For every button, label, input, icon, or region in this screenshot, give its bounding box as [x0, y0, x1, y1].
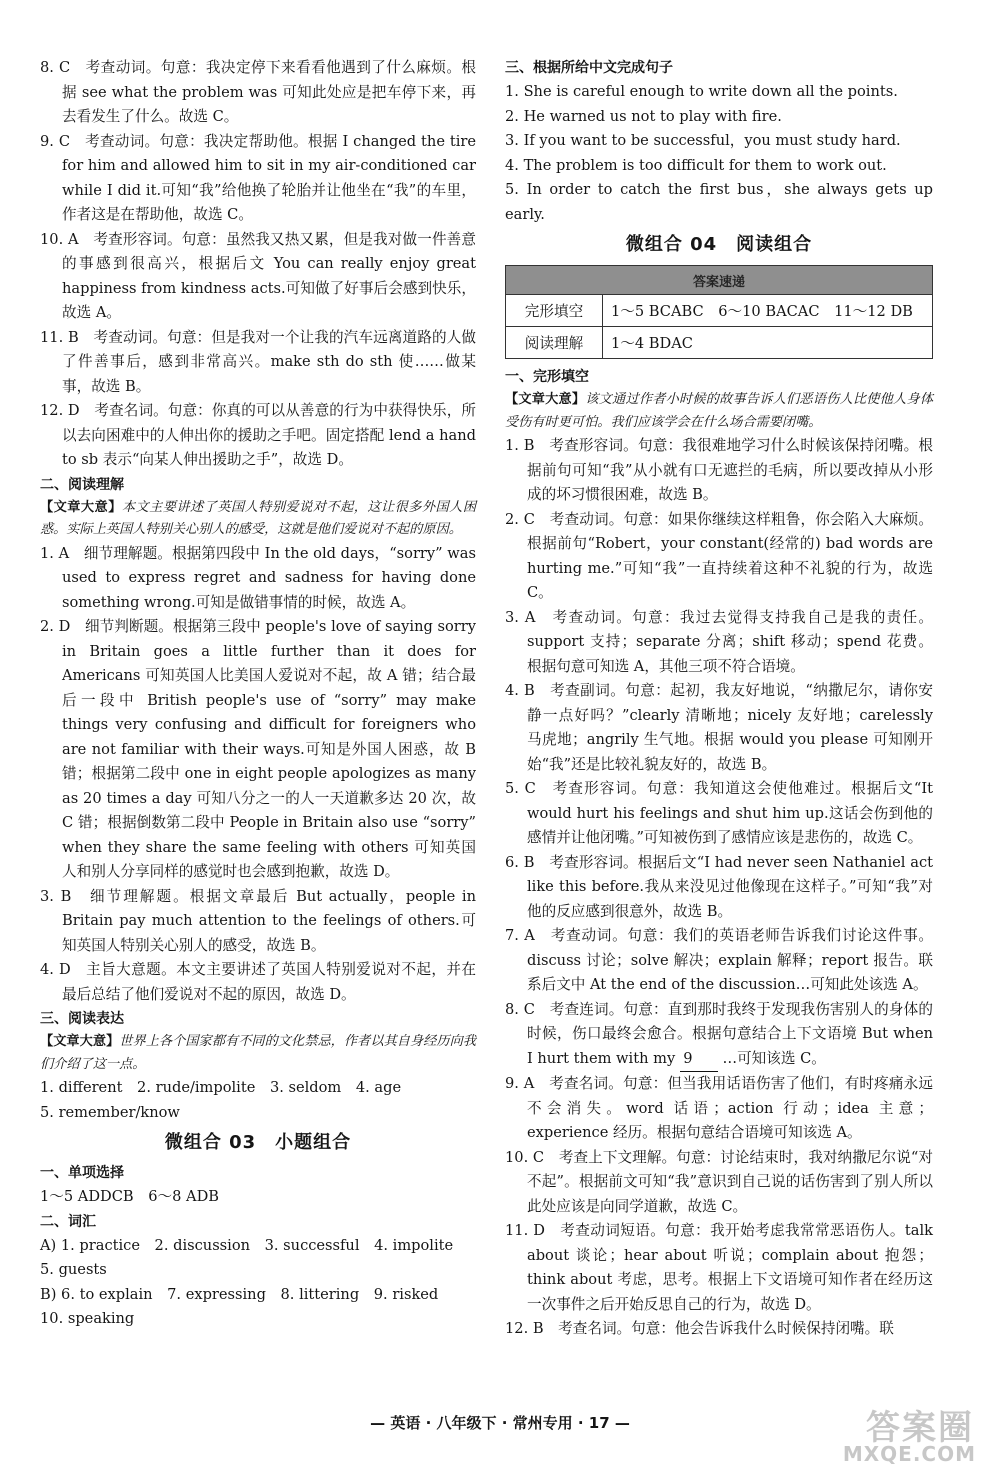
answer-table-header: 答案速递: [506, 266, 933, 295]
answer-table: [505, 265, 933, 359]
answer-table-value-reading: 1～4 BDAC: [603, 327, 933, 359]
summary-text: 本文主要讲述了英国人特别爱说对不起，这让很多外国人困惑。实际上英国人特别关心别人的感受，这就是他们爱说对不起的原因。: [40, 499, 477, 537]
answer-table-label-reading: 阅读理解: [506, 327, 603, 359]
single-choice-answers: 1～5 ADDCB 6～8 ADB: [40, 1188, 219, 1205]
reading-item-2: 2. D 细节判断题。根据第三段中 people's love of saying sorry in Britain goes a little further than it does for Americans 可知英国人比美国人爱说对不起，故 A 错；结合最后一段中 British people's use of “sorry” may make things very confusing and difficult for foreigners who are not familiar with their ways.可知是外国人困惑，故 B 错；根据第二段中 one in eight people apologizes as many as 20 times a day 可知八分之一的人一天道歉多达 20 次，故 C 错；根据倒数第二段中 People in Britain also use “sorry” when they share the same feeling with others 可知英国人和别人分享同样的感觉时也会感到抱歉，故选 D。: [40, 618, 476, 880]
cloze-item-7: 7. A 考查动词。句意：我们的英语老师告诉我们讨论这件事。discuss 讨论；solve 解决；explain 解释；report 报告。联系后文中 At the end of the discussion…可知此处该选 A。: [505, 927, 933, 993]
vocab-a-line-2: 5. guests: [40, 1261, 107, 1278]
watermark-logo: [832, 1400, 982, 1468]
cloze-item-10: 10. C 考查上下文理解。句意：讨论结束时，我对纳撒尼尔说“对不起”。根据前文可知“我”意识到自己说的话伤害到了别人所以此处应该是向同学道歉，故选 C。: [505, 1148, 933, 1215]
summary-label: 【文章大意】: [40, 1034, 120, 1049]
answer-item-8: 8. C 考查动词。句意：我决定停下来看看他遇到了什么麻烦。根据 see what the problem was 可知此处应是把车停下来，再去看发生了什么。故选 C。: [40, 59, 476, 125]
cloze-item-12: 12. B 考查名词。句意：他会告诉我什么时候保持闭嘴。联: [505, 1320, 894, 1337]
summary-reading: [40, 497, 476, 542]
cloze-item-5: 5. C 考查形容词。句意：我知道这会使他难过。根据后文“It would hurt his feelings and shut him up.这话会伤到他的感情并让他闭嘴。”可知被伤到了感情应该是悲伤的，故选 C。: [505, 780, 933, 846]
section-heading-translation: 三、根据所给中文完成句子: [505, 60, 673, 76]
reading-item-4: 4. D 主旨大意题。本文主要讲述了英国人特别爱说对不起，并在最后总结了他们爱说对不起的原因，故选 D。: [40, 961, 476, 1003]
summary-cloze: [505, 389, 933, 434]
group-04-title: 微组合 04 阅读组合: [625, 234, 813, 255]
vocab-b-line-2: 10. speaking: [40, 1310, 135, 1327]
answer-table-label-cloze: 完形填空: [506, 295, 603, 327]
summary-label: 【文章大意】: [505, 392, 586, 407]
vocab-a-line-1: A) 1. practice 2. discussion 3. successful 4. impolite: [40, 1236, 454, 1254]
section-heading-reading-expression: 三、阅读表达: [40, 1011, 124, 1027]
cloze-item-11: 11. D 考查动词短语。句意：我开始考虑我常常恶语伤人。talk about 谈论；hear about 听说；complain about 抱怨；think about 考虑，思考。根据上下文语境可知作者在经历这一次事件之后开始反思自己的行为，故选 D。: [505, 1222, 933, 1313]
sentence-1: 1. She is careful enough to write down all the points.: [505, 83, 898, 100]
section-heading-single-choice: 一、单项选择: [40, 1165, 124, 1181]
reading-item-3: 3. B 细节理解题。根据文章最后 But actually，people in Britain pay much attention to the feelings of others.可知英国人特别关心别人的感受，故选 B。: [40, 887, 476, 954]
sentence-2: 2. He warned us not to play with fire.: [505, 107, 782, 125]
sentence-4: 4. The problem is too difficult for them to work out.: [505, 156, 887, 174]
reading-item-1: 1. A 细节理解题。根据第四段中 In the old days，“sorry” was used to express regret and sadness for having done something wrong.可知是做错事情的时候，故选 A。: [40, 544, 476, 611]
cloze-item-8-tail: …可知该选 C。: [717, 1049, 826, 1067]
sentence-5: 5. In order to catch the first bus，she always gets up early.: [505, 181, 933, 223]
answer-item-11: 11. B 考查动词。句意：但是我对一个让我的汽车远离道路的人做了件善事后，感到非常高兴。make sth do sth 使……做某事，故选 B。: [40, 328, 476, 395]
watermark-url: MXQE.COM: [842, 1442, 976, 1466]
summary-text: 该文通过作者小时候的故事告诉人们恶语伤人比使他人身体受伤有时更可怕。我们应该学会在什么场合需要闭嘴。: [505, 392, 934, 430]
right-column: [505, 56, 933, 1342]
cloze-item-4: 4. B 考查副词。句意：起初，我友好地说，“纳撒尼尔，请你安静一点好吗？”clearly 清晰地；nicely 友好地；carelessly 马虎地；angrily 生气地。根据 would you please 可知刚开始“我”还是比较礼貌友好的，故选 B。: [505, 682, 933, 773]
cloze-item-1: 1. B 考查形容词。句意：我很难地学习什么时候该保持闭嘴。根据前句可知“我”从小就有口无遮拦的毛病，所以要改掉从小形成的坏习惯很困难，故选 B。: [505, 437, 933, 503]
section-heading-cloze: 一、完形填空: [505, 369, 589, 385]
answer-item-12: 12. D 考查名词。句意：你真的可以从善意的行为中获得快乐，所以去向困难中的人伸出你的援助之手吧。固定搭配 lend a hand to sb 表示“向某人伸出援助之手”，故选 D。: [40, 402, 476, 468]
sentence-3: 3. If you want to be successful，you must study hard.: [505, 132, 901, 149]
section-heading-vocabulary: 二、词汇: [40, 1213, 96, 1230]
answer-table-value-cloze: 1～5 BCABC 6～10 BACAC 11～12 DB: [603, 295, 933, 327]
group-03-title: 微组合 03 小题组合: [164, 1132, 352, 1153]
cloze-item-2: 2. C 考查动词。句意：如果你继续这样粗鲁，你会陷入大麻烦。根据前句“Robert，your constant(经常的) bad words are hurting me.”可知“我”一直持续着这种不礼貌的行为，故选 C。: [505, 510, 933, 601]
left-column: [40, 56, 476, 1332]
expression-answers-line-1: 1. different 2. rude/impolite 3. seldom 4. age: [40, 1079, 402, 1096]
answer-item-9: 9. C 考查动词。句意：我决定帮助他。根据 I changed the tire for him and allowed him to sit in my air-conditioned car while I did it.可知“我”给他换了轮胎并让他坐在“我”的车里，作者这是在帮助他，故选 C。: [40, 132, 476, 223]
cloze-item-8: [505, 998, 933, 1073]
expression-answers-line-2: 5. remember/know: [40, 1103, 180, 1121]
cloze-item-9: 9. A 考查名词。句意：但当我用话语伤害了他们，有时疼痛永远不会消失。word 话语；action 行动；idea 主意；experience 经历。根据句意结合语境可知该选 A。: [505, 1075, 933, 1141]
cloze-item-8-text: 8. C 考查连词。句意：直到那时我终于发现我伤害别人的身体的时候，伤口最终会愈合。根据句意结合上下文语境 But when I hurt them with my: [505, 1000, 933, 1067]
summary-label: 【文章大意】: [40, 499, 122, 515]
blank-number: 9: [680, 1047, 718, 1073]
summary-text: 世界上各个国家都有不同的文化禁忌，作者以其自身经历向我们介绍了这一点。: [40, 1034, 477, 1072]
vocab-b-line-1: B) 6. to explain 7. expressing 8. littering 9. risked: [40, 1285, 439, 1303]
watermark-text: 答案圈: [866, 1408, 974, 1448]
section-heading-reading: 二、阅读理解: [40, 476, 124, 493]
answer-item-10: 10. A 考查形容词。句意：虽然我又热又累，但是我对做一件善意的事感到很高兴，根据后文 You can really enjoy great happiness from kindness acts.可知做了好事后会感到快乐，故选 A。: [40, 230, 476, 321]
cloze-item-6: 6. B 考查形容词。根据后文“I had never seen Nathaniel act like this before.我从来没见过他像现在这样子。”可知“我”对他的反应感到很意外，故选 B。: [505, 853, 933, 920]
page-footer: — 英语 · 八年级下 · 常州专用 · 17 —: [370, 1414, 630, 1432]
summary-reading-expression: [40, 1031, 476, 1076]
cloze-item-3: 3. A 考查动词。句意：我过去觉得支持我自己是我的责任。support 支持；separate 分离；shift 移动；spend 花费。根据句意可知选 A，其他三项不符合语境。: [505, 608, 933, 675]
